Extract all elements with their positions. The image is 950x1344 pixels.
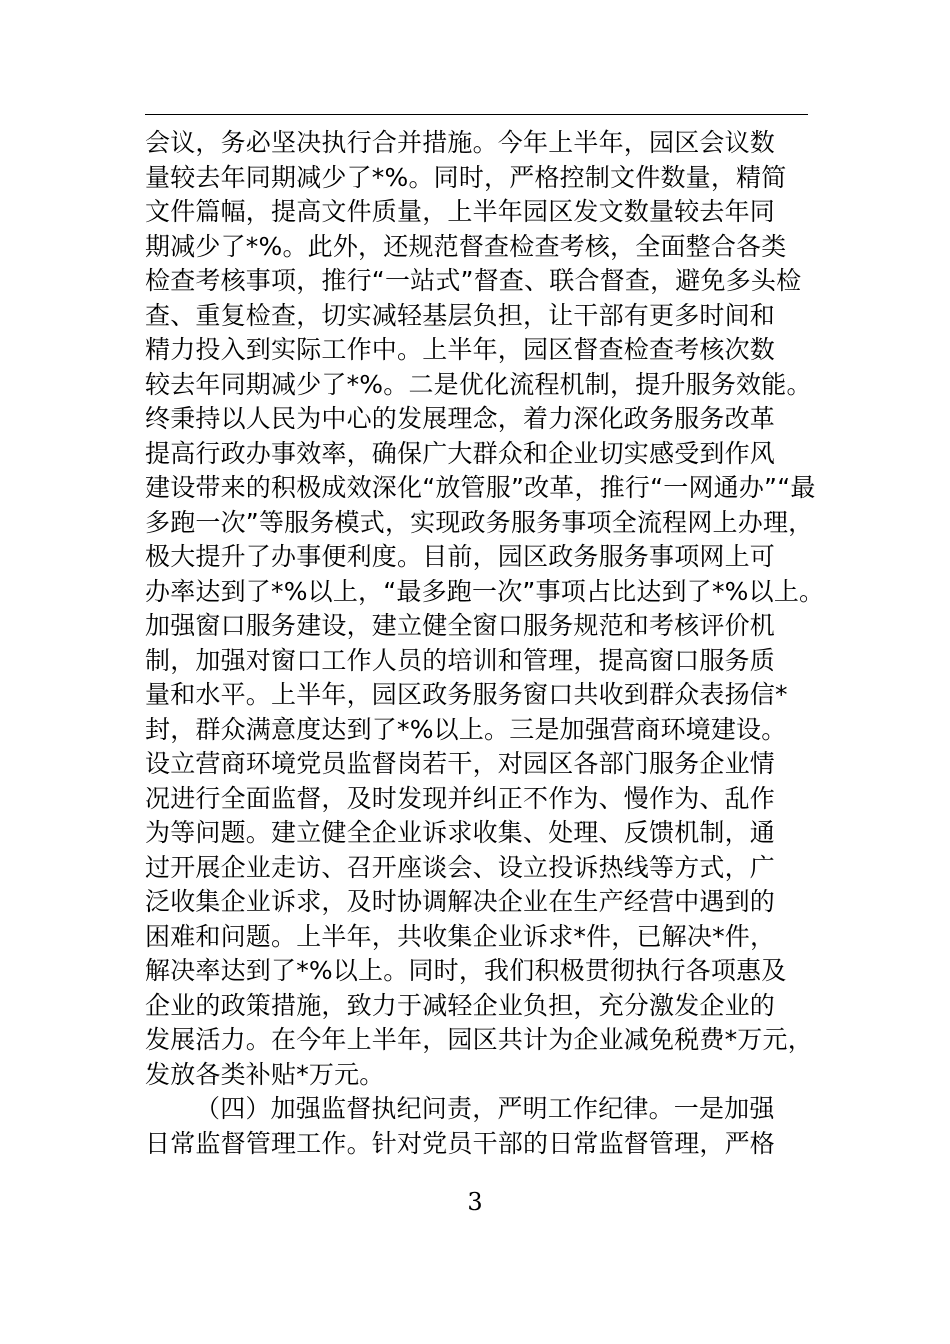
text-line: 过开展企业走访、召开座谈会、设立投诉热线等方式，广: [145, 852, 776, 882]
text-line: 量和水平。上半年，园区政务服务窗口共收到群众表扬信*: [145, 680, 788, 709]
text-line: 日常监督管理工作。针对党员干部的日常监督管理，严格: [145, 1128, 776, 1158]
text-line: 发放各类补贴*万元。: [145, 1059, 385, 1089]
text-line: 多跑一次”等服务模式，实现政务服务事项全流程网上办理，: [145, 507, 814, 537]
text-line: 提高行政办事效率，确保广大群众和企业切实感受到作风: [145, 438, 776, 468]
text-line: 会议，务必坚决执行合并措施。今年上半年，园区会议数: [145, 128, 776, 157]
text-line: 困难和问题。上半年，共收集企业诉求*件，已解决*件，: [145, 921, 776, 951]
page-number: 3: [467, 1188, 483, 1216]
text-line: 企业的政策措施，致力于减轻企业负担，充分激发企业的: [145, 990, 776, 1020]
text-line: 制，加强对窗口工作人员的培训和管理，提高窗口服务质: [145, 645, 776, 675]
text-line: 况进行全面监督，及时发现并纠正不作为、慢作为、乱作: [145, 783, 776, 813]
section-heading-line: （四）加强监督执纪问责，严明工作纪律。一是加强: [195, 1094, 775, 1123]
text-line: 查、重复检查，切实减轻基层负担，让干部有更多时间和: [145, 300, 776, 330]
text-line: 终秉持以人民为中心的发展理念，着力深化政务服务改革: [145, 404, 776, 433]
text-line: 设立营商环境党员监督岗若干，对园区各部门服务企业情: [145, 749, 776, 778]
text-line: 泛收集企业诉求，及时协调解决企业在生产经营中遇到的: [145, 887, 776, 916]
text-line: 检查考核事项，推行“一站式”督查、联合督查，避免多头检: [145, 266, 802, 295]
text-line: 办率达到了*%以上，“最多跑一次”事项占比达到了*%以上。: [145, 576, 825, 606]
text-line: 较去年同期减少了*%。二是优化流程机制，提升服务效能。: [145, 369, 812, 399]
text-line: 建设带来的积极成效深化“放管服”改革，推行“一网通办”“最: [145, 473, 816, 502]
header-rule: [145, 114, 808, 115]
body-text: [145, 126, 845, 1161]
text-line: 文件篇幅，提高文件质量，上半年园区发文数量较去年同: [145, 197, 776, 226]
text-line: 发展活力。在今年上半年，园区共计为企业减免税费*万元，: [145, 1025, 813, 1054]
text-line: 解决率达到了*%以上。同时，我们积极贯彻执行各项惠及: [145, 956, 787, 985]
text-line: 加强窗口服务建设，建立健全窗口服务规范和考核评价机: [145, 611, 776, 640]
text-line: 为等问题。建立健全企业诉求收集、处理、反馈机制，通: [145, 818, 776, 847]
text-line: 封，群众满意度达到了*%以上。三是加强营商环境建设。: [145, 714, 787, 744]
text-line: 期减少了*%。此外，还规范督查检查考核，全面整合各类: [145, 231, 787, 261]
text-line: 精力投入到实际工作中。上半年，园区督查检查考核次数: [145, 335, 776, 364]
text-line: 极大提升了办事便利度。目前，园区政务服务事项网上可: [145, 542, 776, 571]
text-line: 量较去年同期减少了*%。同时，严格控制文件数量，精简: [145, 162, 787, 192]
